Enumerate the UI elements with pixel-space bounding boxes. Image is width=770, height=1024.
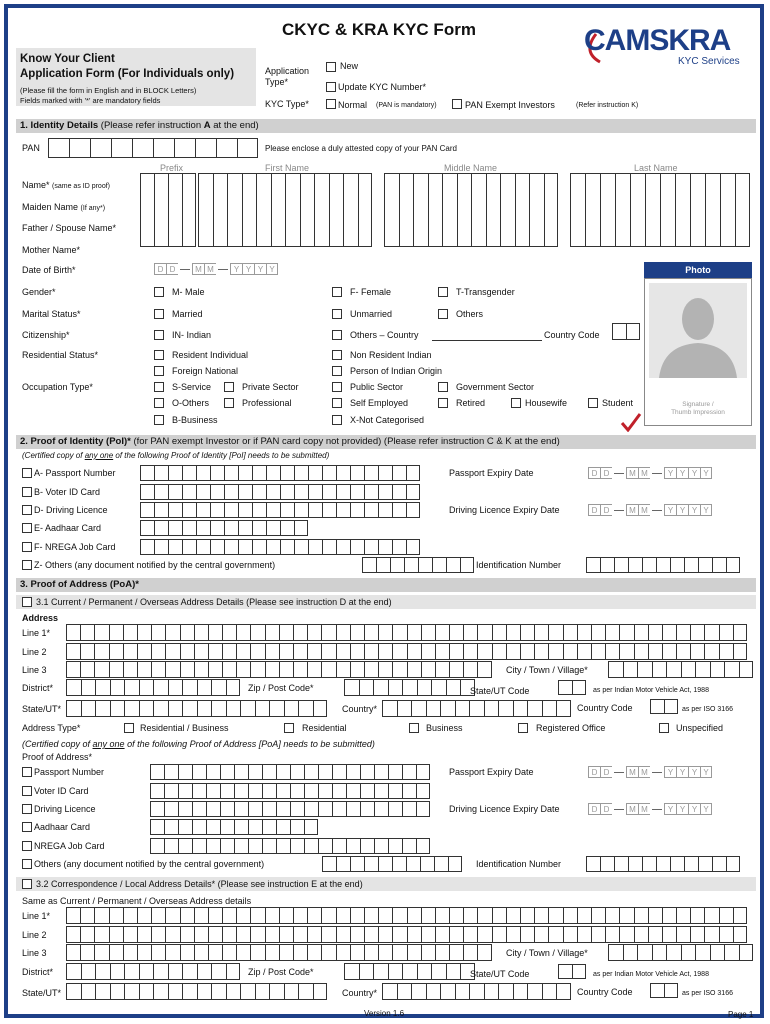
res-label: Residential — [302, 723, 347, 733]
public-checkbox[interactable] — [332, 382, 342, 392]
pan-exempt-note: (Refer instruction K) — [576, 102, 639, 109]
unmarried-label: Unmarried — [350, 309, 393, 319]
mva-note: as per Indian Motor Vehicle Act, 1988 — [593, 687, 709, 694]
intro-subheading: Application Form (For Individuals only) — [20, 68, 235, 80]
xnot-label: X-Not Categorised — [350, 415, 425, 425]
occupation-label: Occupation Type* — [22, 382, 93, 392]
line2-label: Line 2 — [22, 647, 47, 657]
poa-label: Proof of Address* — [22, 752, 93, 762]
addr-type-label: Address Type* — [22, 723, 81, 733]
poi-passport-exp-label: Passport Expiry Date — [449, 468, 534, 478]
poa-ident-label: Identification Number — [476, 859, 562, 869]
poa-passport-exp-boxes[interactable]: D D M M Y Y Y Y — [588, 766, 712, 778]
corr-city-boxes[interactable] — [608, 944, 753, 961]
poi-nrega-checkbox[interactable] — [22, 542, 32, 552]
corr-country-boxes[interactable] — [382, 983, 571, 1000]
poa-nrega-checkbox[interactable] — [22, 841, 32, 851]
transgender-checkbox[interactable] — [438, 287, 448, 297]
business-checkbox[interactable] — [154, 415, 164, 425]
corr-district-label: District* — [22, 967, 53, 977]
person-silhouette-icon — [649, 283, 747, 378]
state-boxes[interactable] — [66, 700, 327, 717]
signature-label: Signature / — [682, 401, 714, 408]
poa-passport-boxes[interactable] — [150, 764, 430, 780]
corr-mva-note: as per Indian Motor Vehicle Act, 1988 — [593, 971, 709, 978]
poi-dl-boxes[interactable] — [140, 502, 420, 518]
country-code-boxes[interactable] — [612, 323, 640, 340]
citizen-others-checkbox[interactable] — [332, 330, 342, 340]
bus-label: Business — [426, 723, 463, 733]
last-name-label: Last Name — [634, 163, 678, 173]
gender-label: Gender* — [22, 287, 56, 297]
poa-passport-exp-label: Passport Expiry Date — [449, 767, 534, 777]
poa-others-doc-boxes[interactable] — [322, 856, 462, 872]
professional-label: Professional — [242, 398, 292, 408]
poa-aadhaar-boxes[interactable] — [150, 819, 318, 835]
self-label: Self Employed — [350, 398, 409, 408]
pan-boxes[interactable] — [48, 138, 258, 158]
new-label: New — [340, 61, 359, 71]
business-label: B-Business — [172, 415, 218, 425]
poi-passport-exp-boxes[interactable]: D D M M Y Y Y Y — [588, 467, 712, 479]
resident-checkbox[interactable] — [154, 350, 164, 360]
corr-state-code-boxes[interactable] — [558, 964, 586, 979]
update-label: Update KYC Number* — [338, 82, 427, 92]
photo-header: Photo — [644, 262, 752, 278]
same-as-label: Same as Current / Permanent / Overseas Address details — [22, 896, 252, 906]
poi-passport-checkbox[interactable] — [22, 468, 32, 478]
student-label: Student — [602, 398, 634, 408]
poa-voter-boxes[interactable] — [150, 783, 430, 799]
line1-label: Line 1* — [22, 628, 51, 638]
student-checkbox[interactable] — [588, 398, 598, 408]
version-label: Version 1.6 — [364, 1009, 405, 1018]
corr-line1-boxes[interactable] — [66, 907, 747, 924]
camskra-logo — [582, 22, 744, 70]
poa-dl-boxes[interactable] — [150, 801, 430, 817]
poi-others-checkbox[interactable] — [22, 560, 32, 570]
corr-ccode-label: Country Code — [577, 987, 633, 997]
sservice-checkbox[interactable] — [154, 382, 164, 392]
line3-boxes[interactable] — [66, 661, 492, 678]
poa-passport-label: Passport Number — [34, 767, 105, 777]
poa-nrega-boxes[interactable] — [150, 838, 430, 854]
new-checkbox[interactable] — [326, 62, 336, 72]
poi-aadhaar-label: E- Aadhaar Card — [34, 523, 102, 533]
section-3-header: 3. Proof of Address (PoA)* — [16, 578, 756, 592]
sub-3-2-checkbox[interactable] — [22, 879, 32, 889]
sub-3-1-label: 3.1 Current / Permanent / Overseas Address Details (Please see instruction D at the end) — [36, 597, 392, 607]
poa-dl-checkbox[interactable] — [22, 804, 32, 814]
resbus-checkbox[interactable] — [124, 723, 134, 733]
first-name-boxes[interactable] — [198, 173, 372, 247]
marital-others-label: Others — [456, 309, 484, 319]
poa-others-checkbox[interactable] — [22, 859, 32, 869]
dob-label: Date of Birth* — [22, 265, 76, 275]
corr-zip-boxes[interactable] — [344, 963, 475, 980]
poa-aadhaar-checkbox[interactable] — [22, 822, 32, 832]
poa-passport-checkbox[interactable] — [22, 767, 32, 777]
photo-placeholder — [649, 283, 747, 378]
govt-checkbox[interactable] — [438, 382, 448, 392]
corr-ccode-boxes[interactable] — [650, 983, 678, 998]
housewife-checkbox[interactable] — [511, 398, 521, 408]
poi-nrega-label: F- NREGA Job Card — [34, 542, 116, 552]
section-1-header: 1. Identity Details (Please refer instruction A at the end) — [16, 119, 756, 133]
country-label: Country* — [342, 704, 378, 714]
maiden-label: Maiden Name (If any*) — [22, 202, 106, 212]
app-type-label: Application — [265, 66, 310, 76]
poi-nrega-boxes[interactable] — [140, 539, 420, 555]
photo-box[interactable] — [644, 278, 752, 426]
poi-dl-label: D- Driving Licence — [34, 505, 108, 515]
govt-label: Government Sector — [456, 382, 535, 392]
poi-passport-boxes[interactable] — [140, 465, 420, 481]
logo-subtext: KYC Services — [678, 56, 740, 67]
private-label: Private Sector — [242, 382, 299, 392]
pio-label: Person of Indian Origin — [350, 366, 443, 376]
indian-label: IN- Indian — [172, 330, 212, 340]
district-label: District* — [22, 683, 53, 693]
state-code-boxes[interactable] — [558, 680, 586, 695]
pan-note: Please enclose a duly attested copy of your PAN Card — [265, 144, 457, 153]
country-code-label: Country Code — [544, 330, 600, 340]
line3-label: Line 3 — [22, 665, 47, 675]
logo-text: CAMSKRA — [584, 24, 731, 57]
intro-note: (Please fill the form in English and in BLOCK Letters) — [20, 86, 197, 95]
poa-nrega-label: NREGA Job Card — [34, 841, 105, 851]
nri-label: Non Resident Indian — [350, 350, 432, 360]
corr-zip-label: Zip / Post Code* — [248, 967, 314, 977]
iso-note: as per ISO 3166 — [682, 706, 733, 713]
corr-country-label: Country* — [342, 988, 378, 998]
kyc-type-label: KYC Type* — [265, 99, 309, 109]
poa-certified-note: (Certified copy of any one of the following Proof of Address [PoA] needs to be submitted) — [22, 739, 375, 749]
poi-dl-exp-label: Driving Licence Expiry Date — [449, 505, 560, 515]
self-checkbox[interactable] — [332, 398, 342, 408]
father-label: Father / Spouse Name* — [22, 223, 117, 233]
marital-others-checkbox[interactable] — [438, 309, 448, 319]
foreign-checkbox[interactable] — [154, 366, 164, 376]
married-checkbox[interactable] — [154, 309, 164, 319]
reg-label: Registered Office — [536, 723, 606, 733]
corr-state-boxes[interactable] — [66, 983, 327, 1000]
residential-label: Residential Status* — [22, 350, 99, 360]
zip-label: Zip / Post Code* — [248, 683, 314, 693]
oothers-checkbox[interactable] — [154, 398, 164, 408]
corr-city-label: City / Town / Village* — [506, 948, 588, 958]
district-boxes[interactable] — [66, 679, 240, 696]
corr-line2-boxes[interactable] — [66, 926, 747, 943]
poi-dl-exp-boxes[interactable]: D D M M Y Y Y Y — [588, 504, 712, 516]
thumb-label: Thumb Impression — [671, 409, 725, 416]
middle-name-boxes[interactable] — [384, 173, 558, 247]
page-number: Page 1 — [728, 1010, 754, 1019]
poi-dl-checkbox[interactable] — [22, 505, 32, 515]
intro-heading: Know Your Client — [20, 53, 115, 65]
zip-boxes[interactable] — [344, 679, 475, 696]
retired-checkbox[interactable] — [438, 398, 448, 408]
reg-checkbox[interactable] — [518, 723, 528, 733]
pan-label: PAN — [22, 143, 40, 153]
female-checkbox[interactable] — [332, 287, 342, 297]
transgender-label: T-Transgender — [456, 287, 515, 297]
resbus-label: Residential / Business — [140, 723, 229, 733]
intro-note-mandatory: Fields marked with '*' are mandatory fields — [20, 96, 161, 105]
public-label: Public Sector — [350, 382, 404, 392]
address-label: Address — [22, 613, 59, 623]
female-label: F- Female — [350, 287, 392, 297]
corr-state-code-label: State/UT Code — [470, 969, 530, 979]
country-line[interactable] — [432, 340, 542, 341]
poa-voter-checkbox[interactable] — [22, 786, 32, 796]
corr-district-boxes[interactable] — [66, 963, 240, 980]
checkmark-icon — [620, 412, 642, 434]
poa-dl-label: Driving Licence — [34, 804, 96, 814]
poa-aadhaar-label: Aadhaar Card — [34, 822, 91, 832]
poi-passport-label: A- Passport Number — [34, 468, 116, 478]
citizenship-label: Citizenship* — [22, 330, 70, 340]
unmarried-checkbox[interactable] — [332, 309, 342, 319]
state-code-label: State/UT Code — [470, 686, 530, 696]
private-checkbox[interactable] — [224, 382, 234, 392]
section-2-header: 2. Proof of Identity (PoI)* (for PAN exempt Investor or if PAN card copy not provided) (Please refer instruction C & K at the end) — [16, 435, 756, 449]
poa-ident-boxes[interactable] — [586, 856, 740, 872]
corr-line3-label: Line 3 — [22, 948, 47, 958]
poi-voter-checkbox[interactable] — [22, 487, 32, 497]
marital-label: Marital Status* — [22, 309, 81, 319]
dob-boxes[interactable]: D D M M Y Y Y Y — [154, 263, 278, 275]
married-label: Married — [172, 309, 203, 319]
state-label: State/UT* — [22, 704, 62, 714]
app-type-label-2: Type* — [265, 77, 289, 87]
poa-dl-exp-label: Driving Licence Expiry Date — [449, 804, 560, 814]
ccode-label: Country Code — [577, 703, 633, 713]
middle-name-label: Middle Name — [444, 163, 498, 173]
housewife-label: Housewife — [525, 398, 568, 408]
poi-others-label: Z- Others (any document notified by the central government) — [34, 560, 276, 570]
prefix-label: Prefix — [160, 163, 184, 173]
nri-checkbox[interactable] — [332, 350, 342, 360]
poi-ident-boxes[interactable] — [586, 557, 740, 573]
male-label: M- Male — [172, 287, 205, 297]
city-label: City / Town / Village* — [506, 665, 588, 675]
normal-checkbox[interactable] — [326, 99, 336, 109]
male-checkbox[interactable] — [154, 287, 164, 297]
bus-checkbox[interactable] — [409, 723, 419, 733]
line1-boxes[interactable] — [66, 624, 747, 641]
professional-checkbox[interactable] — [224, 398, 234, 408]
normal-label: Normal — [338, 100, 368, 110]
last-name-boxes[interactable] — [570, 173, 750, 247]
corr-iso-note: as per ISO 3166 — [682, 990, 733, 997]
poi-aadhaar-boxes[interactable] — [140, 520, 308, 536]
sservice-label: S-Service — [172, 382, 212, 392]
pan-exempt-checkbox[interactable] — [452, 99, 462, 109]
form-title: CKYC & KRA KYC Form — [282, 20, 476, 39]
corr-line3-boxes[interactable] — [66, 944, 492, 961]
resident-label: Resident Individual — [172, 350, 249, 360]
corr-line2-label: Line 2 — [22, 930, 47, 940]
pio-checkbox[interactable] — [332, 366, 342, 376]
poa-others-label: Others (any document notified by the central government) — [34, 859, 265, 869]
poi-others-doc-boxes[interactable] — [362, 557, 474, 573]
country-boxes[interactable] — [382, 700, 571, 717]
name-label: Name* (same as ID proof) — [22, 180, 110, 190]
poi-certified-note: (Certified copy of any one of the following Proof of Identity [PoI] needs to be submitted) — [22, 451, 330, 460]
unspec-label: Unspecified — [676, 723, 724, 733]
line2-boxes[interactable] — [66, 643, 747, 660]
poi-aadhaar-checkbox[interactable] — [22, 523, 32, 533]
corr-state-label: State/UT* — [22, 988, 62, 998]
pan-exempt-label: PAN Exempt Investors — [465, 100, 555, 110]
update-checkbox[interactable] — [326, 82, 336, 92]
indian-checkbox[interactable] — [154, 330, 164, 340]
unspec-checkbox[interactable] — [659, 723, 669, 733]
city-boxes[interactable] — [608, 661, 753, 678]
sub-3-1-checkbox[interactable] — [22, 597, 32, 607]
citizen-others-label: Others – Country — [350, 330, 419, 340]
foreign-label: Foreign National — [172, 366, 239, 376]
sub-3-2-label: 3.2 Correspondence / Local Address Details* (Please see instruction E at the end) — [36, 879, 363, 889]
poa-dl-exp-boxes[interactable]: D D M M Y Y Y Y — [588, 803, 712, 815]
oothers-label: O-Others — [172, 398, 210, 408]
poi-voter-boxes[interactable] — [140, 484, 420, 500]
res-checkbox[interactable] — [284, 723, 294, 733]
name-boxes[interactable] — [140, 173, 196, 247]
first-name-label: First Name — [265, 163, 310, 173]
retired-label: Retired — [456, 398, 486, 408]
xnot-checkbox[interactable] — [332, 415, 342, 425]
poi-voter-label: B- Voter ID Card — [34, 487, 101, 497]
corr-line1-label: Line 1* — [22, 911, 51, 921]
ccode-boxes[interactable] — [650, 699, 678, 714]
mother-label: Mother Name* — [22, 245, 81, 255]
poa-voter-label: Voter ID Card — [34, 786, 89, 796]
normal-note: (PAN is mandatory) — [376, 102, 437, 109]
poi-ident-label: Identification Number — [476, 560, 562, 570]
